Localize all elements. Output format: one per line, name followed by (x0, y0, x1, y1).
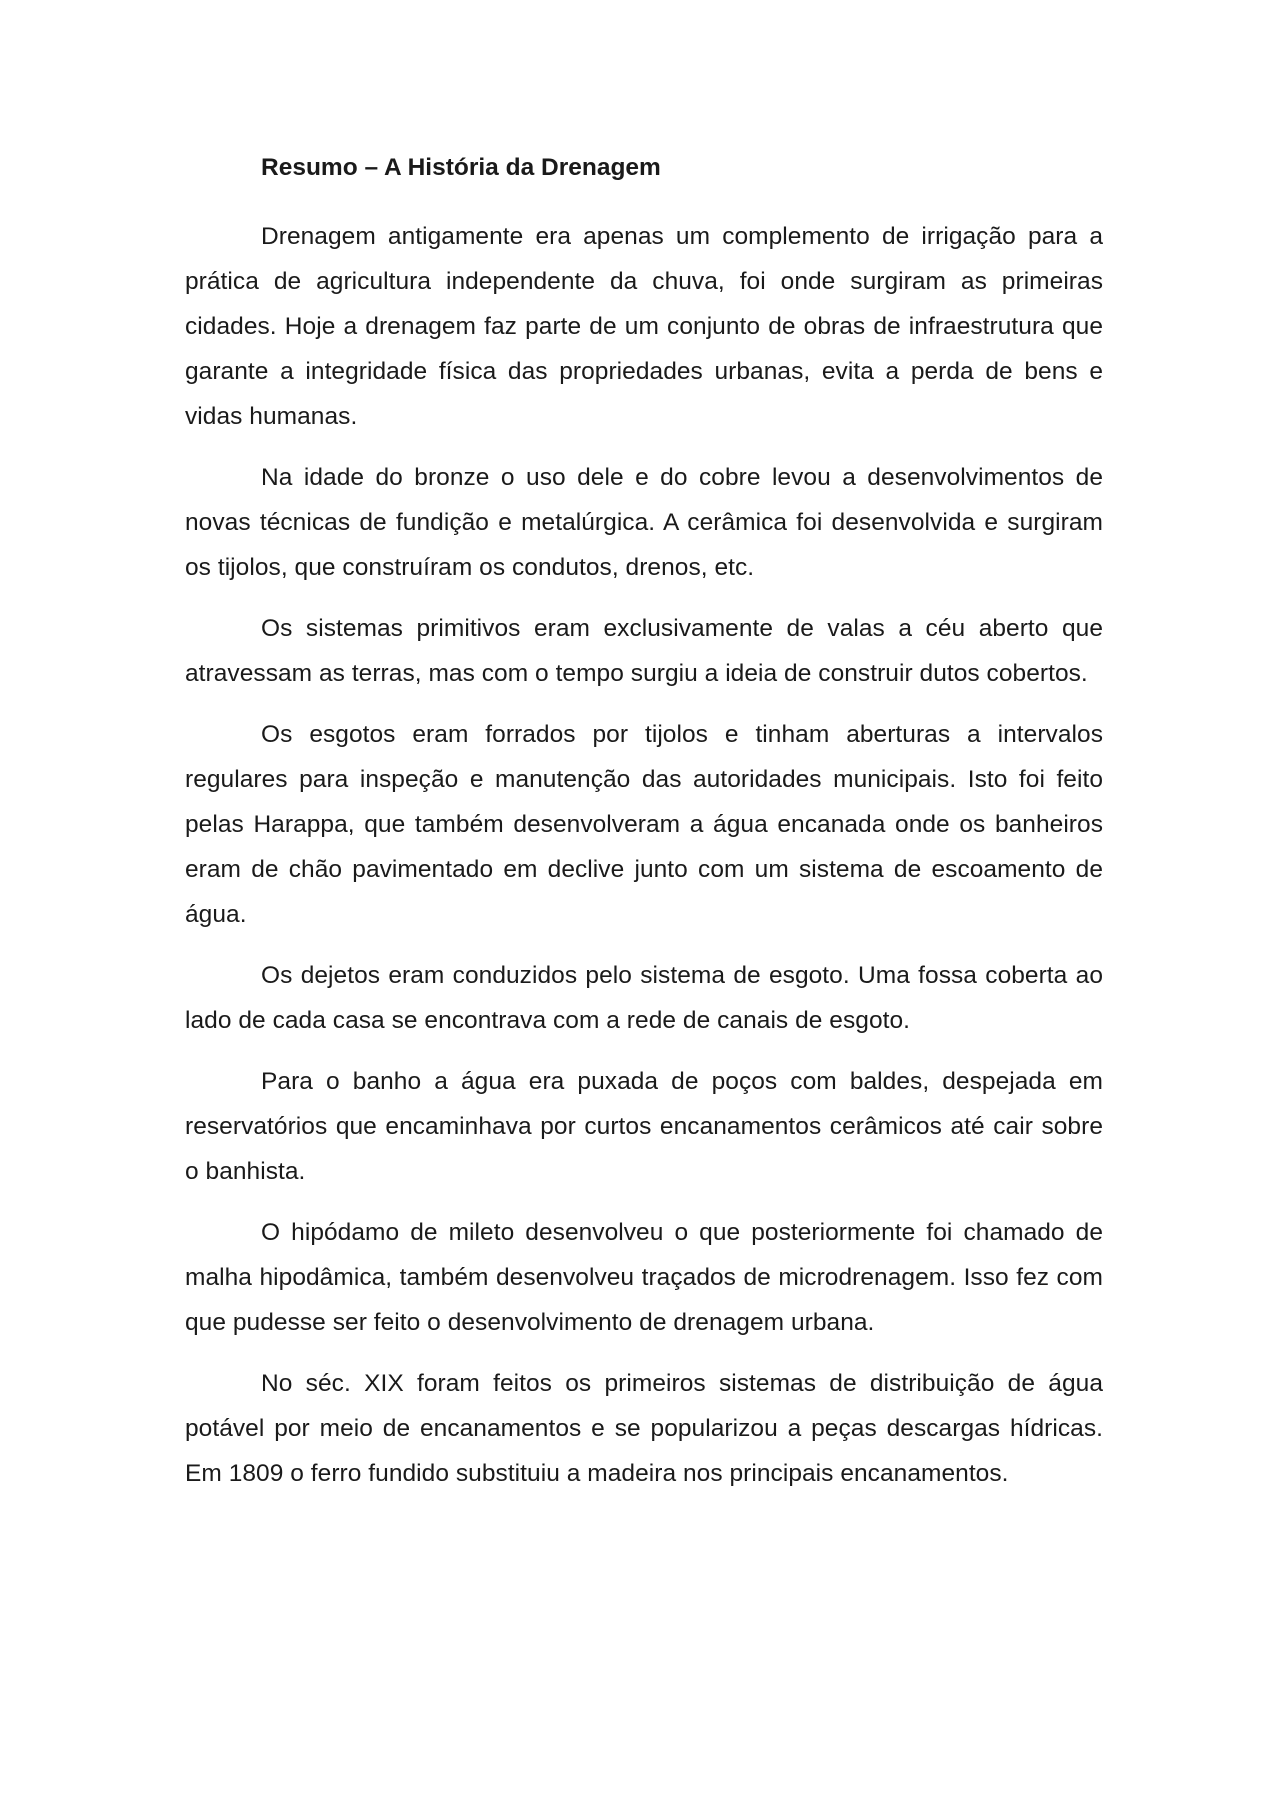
document-body (185, 150, 1103, 1512)
paragraph-4: Os esgotos eram forrados por tijolos e tinham aberturas a intervalos regulares para inspeção e manutenção das autoridades municipais. Isto foi feito pelas Harappa, que também desenvolveram a água encanada onde os banheiros eram de chão pavimentado em declive junto com um sistema de escoamento de água. (185, 721, 1103, 928)
paragraph-3: Os sistemas primitivos eram exclusivamente de valas a céu aberto que atravessam as terras, mas com o tempo surgiu a ideia de construir dutos cobertos. (185, 615, 1103, 687)
paragraph-7: O hipódamo de mileto desenvolveu o que posteriormente foi chamado de malha hipodâmica, também desenvolveu traçados de microdrenagem. Isso fez com que pudesse ser feito o desenvolvimento de drenagem urbana. (185, 1219, 1103, 1336)
paragraph-8: No séc. XIX foram feitos os primeiros sistemas de distribuição de água potável por meio de encanamentos e se popularizou a peças descargas hídricas. Em 1809 o ferro fundido substituiu a madeira nos principais encanamentos. (185, 1370, 1103, 1487)
paragraph-2: Na idade do bronze o uso dele e do cobre levou a desenvolvimentos de novas técnicas de fundição e metalúrgica. A cerâmica foi desenvolvida e surgiram os tijolos, que construíram os condutos, drenos, etc. (185, 464, 1103, 581)
document-title: Resumo – A História da Drenagem (261, 154, 661, 181)
paragraph-6: Para o banho a água era puxada de poços com baldes, despejada em reservatórios que encaminhava por curtos encanamentos cerâmicos até cair sobre o banhista. (185, 1068, 1103, 1185)
paragraph-1: Drenagem antigamente era apenas um complemento de irrigação para a prática de agricultura independente da chuva, foi onde surgiram as primeiras cidades. Hoje a drenagem faz parte de um conjunto de obras de infraestrutura que garante a integridade física das propriedades urbanas, evita a perda de bens e vidas humanas. (185, 223, 1103, 430)
paragraph-5: Os dejetos eram conduzidos pelo sistema de esgoto. Uma fossa coberta ao lado de cada casa se encontrava com a rede de canais de esgoto. (185, 962, 1103, 1034)
